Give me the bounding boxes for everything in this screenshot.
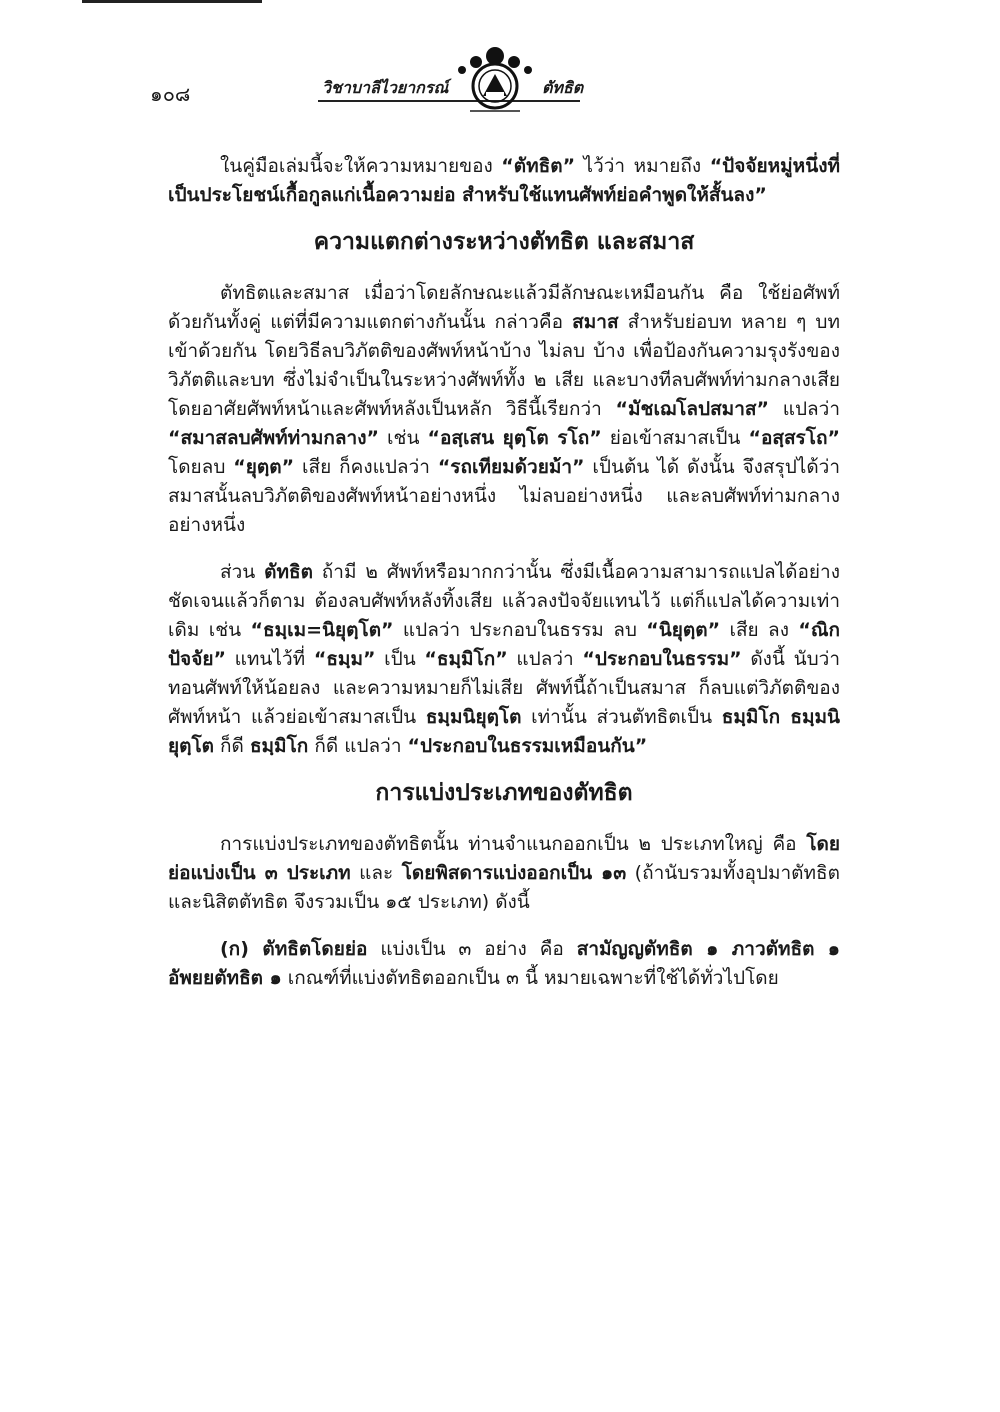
text-run: แปลว่า: [507, 648, 583, 670]
paragraph-samasa: [168, 279, 840, 540]
text-run: เสีย ลง: [720, 619, 799, 641]
text-run: ในคู่มือเล่มนี้จะให้ความหมายของ: [220, 155, 502, 177]
top-edge-rule: [82, 0, 262, 3]
term-tatthita: “ตัทธิต”: [501, 155, 576, 177]
text-run: (ถ้านับรวมทั้งอุปมาตัทธิต และนิสิตตัทธิต จึงรวมเป็น ๑๕ ประเภท) ดังนี้: [168, 862, 840, 913]
text-run: แทนไว้ที่: [225, 648, 314, 670]
text-run: เกณฑ์ที่แบ่งตัทธิตออกเป็น ๓ นี้ หมายเฉพาะที่ใช้ได้ทั่วไปโดย: [281, 967, 779, 989]
paragraph-classification: [168, 830, 840, 917]
term-bold: ธมฺมนิยุตฺโต: [425, 706, 522, 728]
term-bold: (ก) ตัทธิตโดยย่อ: [220, 938, 368, 960]
text-run: โดยลบ: [168, 456, 234, 478]
text-run: เป็น: [375, 648, 425, 670]
term-bold: ตัทธิต: [264, 561, 313, 583]
term-bold: “ณิก ปัจจัย”: [168, 619, 840, 670]
term-bold: “อสฺสรโถ”: [748, 427, 840, 449]
text-run: และ: [350, 862, 402, 884]
term-bold: “ธมฺเม=นิยุตฺโต”: [250, 619, 394, 641]
text-run: ดังนี้ นับว่าทอนศัพท์ให้น้อยลง และความหมายก็ไม่เสีย ศัพท์นี้ถ้าเป็นสมาส ก็ลบแต่วิภัตติของศัพท์หน้า แล้วย่อเข้าสมาสเป็น: [168, 648, 840, 728]
text-run: สำหรับย่อบท หลาย ๆ บทเข้าด้วยกัน โดยวิธีลบวิภัตติของศัพท์หน้าบ้าง ไม่ลบ บ้าง เพื่อป้องกันความรุงรังของวิภัตติและบท ซึ่งไม่จำเป็นในระหว่างศัพท์ทั้ง ๒ เสีย และบางทีลบศัพท์ท่ามกลางเสีย โดยอาศัยศัพท์หน้าและศัพท์หลังเป็นหลัก วิธีนี้เรียกว่า: [168, 311, 840, 420]
term-bold: “ประกอบในธรรมเหมือนกัน”: [407, 735, 648, 757]
term-bold: สมาส: [572, 311, 619, 333]
definition-bold: “ปัจจัยหมู่หนึ่งที่เป็นประโยชน์เกื้อกูลแก่เนื้อความย่อ สำหรับใช้แทนศัพท์ย่อคำพูดให้สั้นลง”: [168, 155, 840, 206]
term-bold: “นิยุตฺต”: [646, 619, 721, 641]
text-run: แปลว่า: [768, 398, 840, 420]
page-body: [168, 152, 840, 1011]
paragraph-brief-types: [168, 935, 840, 993]
text-run: เท่านั้น ส่วนตัทธิตเป็น: [521, 706, 722, 728]
text-run: การแบ่งประเภทของตัทธิตนั้น ท่านจำแนกออกเป็น ๒ ประเภทใหญ่ คือ: [220, 833, 807, 855]
term-bold: ธมฺมิโก ธมฺมนิยุตฺโต: [168, 706, 840, 757]
term-bold: “อสฺเสน ยุตฺโต รโถ”: [427, 427, 602, 449]
page-header: [150, 40, 850, 110]
term-bold: สามัญญตัทธิต ๑ ภาวตัทธิต ๑ อัพยยตัทธิต ๑: [168, 938, 840, 989]
text-run: ไว้ว่า หมายถึง: [575, 155, 710, 177]
text-run: เสีย ก็คงแปลว่า: [294, 456, 438, 478]
term-bold: “ธมฺมิโก”: [424, 648, 508, 670]
text-run: ก็ดี แปลว่า: [308, 735, 408, 757]
text-run: เป็นต้น ได้ ดังนั้น จึงสรุปได้ว่า สมาสนั้นลบวิภัตติของศัพท์หน้าอย่างหนึ่ง ไม่ลบอย่างหนึ่ง และลบศัพท์ท่ามกลางอย่างหนึ่ง: [168, 456, 840, 536]
text-run: ก็ดี: [214, 735, 250, 757]
term-bold: “ธมฺม”: [313, 648, 376, 670]
running-head-section: ตัทธิต: [542, 78, 584, 97]
term-bold: “ยุตฺต”: [233, 456, 295, 478]
header-underline: [318, 100, 580, 102]
text-run: แบ่งเป็น ๓ อย่าง คือ: [367, 938, 577, 960]
term-bold: “รถเทียมด้วยม้า”: [437, 456, 585, 478]
term-bold: “สมาสลบศัพท์ท่ามกลาง”: [168, 427, 379, 449]
running-head-book-title: วิชาบาลีไวยากรณ์: [322, 78, 449, 97]
paragraph-tatthita: [168, 558, 840, 761]
intro-paragraph: [168, 152, 840, 210]
term-bold: “มัชเฌโลปสมาส”: [615, 398, 769, 420]
emblem-logo: [450, 40, 540, 116]
term-bold: ธมฺมิโก: [249, 735, 309, 757]
text-run: ถ้ามี ๒ ศัพท์หรือมากกว่านั้น ซึ่งมีเนื้อความสามารถแปลได้อย่างชัดเจนแล้วก็ตาม ต้องลบศัพท์หลังทิ้งเสีย แล้วลงปัจจัยแทนไว้ แต่ก็แปลได้ความเท่าเดิม เช่น: [168, 561, 840, 641]
page-number: ๑๐๘: [150, 82, 191, 106]
text-run: แปลว่า ประกอบในธรรม ลบ: [393, 619, 647, 641]
term-bold: “ประกอบในธรรม”: [582, 648, 742, 670]
text-run: ส่วน: [220, 561, 265, 583]
section-heading-classification: การแบ่งประเภทของตัทธิต: [375, 780, 633, 806]
term-bold: โดยย่อแบ่งเป็น ๓ ประเภท: [168, 833, 840, 884]
term-bold: โดยพิสดารแบ่งออกเป็น ๑๓: [401, 862, 627, 884]
text-run: เช่น: [379, 427, 428, 449]
section-heading-differences: ความแตกต่างระหว่างตัทธิต และสมาส: [313, 229, 695, 255]
text-run: ตัทธิตและสมาส เมื่อว่าโดยลักษณะแล้วมีลักษณะเหมือนกัน คือ ใช้ย่อศัพท์ด้วยกันทั้งคู่ แต่ที่มีความแตกต่างกันนั้น กล่าวคือ: [168, 282, 840, 333]
text-run: ย่อเข้าสมาสเป็น: [601, 427, 749, 449]
